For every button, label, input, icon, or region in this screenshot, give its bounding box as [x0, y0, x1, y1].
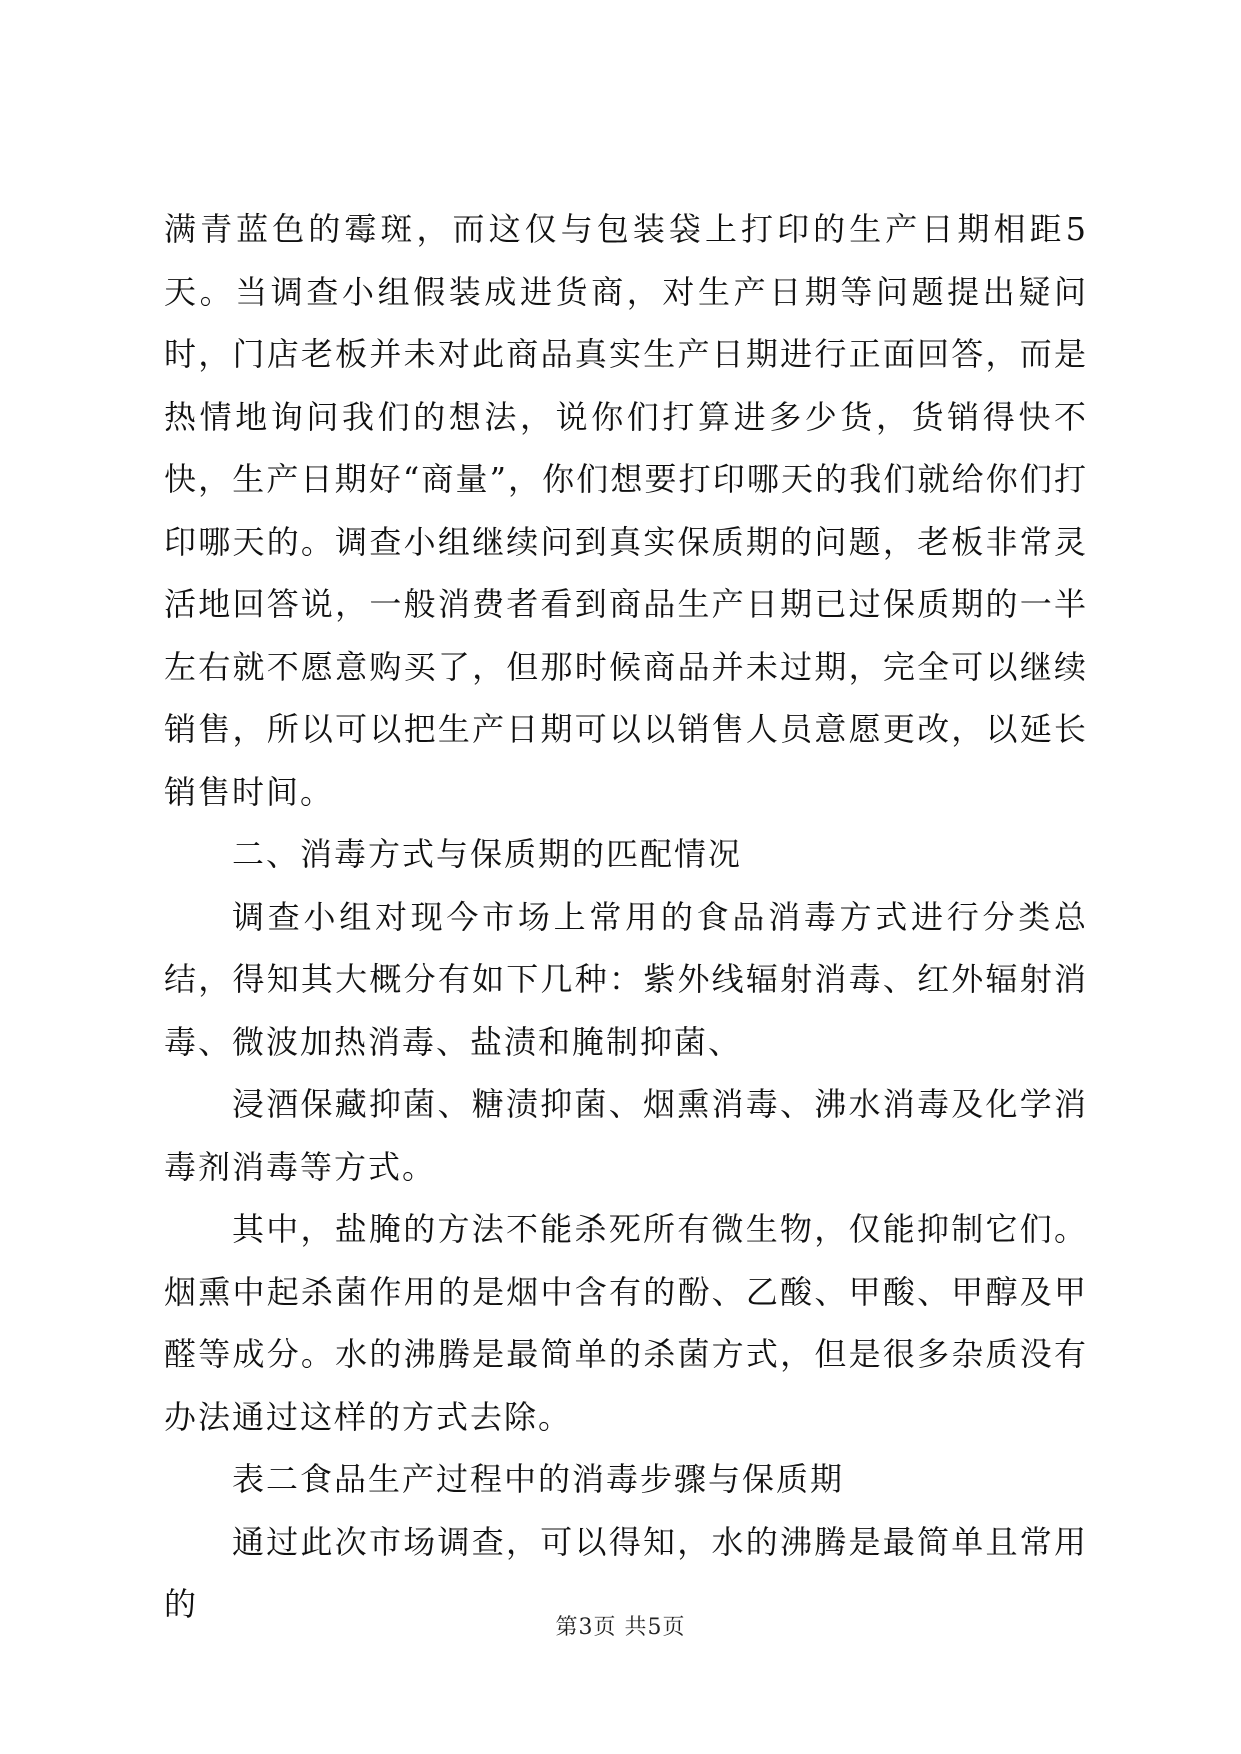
document-body [164, 198, 1088, 1636]
paragraph: 调查小组对现今市场上常用的食品消毒方式进行分类总结，得知其大概分有如下几种：紫外线辐射消毒、红外辐射消毒、微波加热消毒、盐渍和腌制抑菌、 [164, 897, 1088, 1061]
page-number-footer: 第3页 共5页 [555, 1615, 686, 1640]
table-caption: 表二食品生产过程中的消毒步骤与保质期 [232, 1460, 845, 1498]
paragraph: 其中，盐腌的方法不能杀死所有微生物，仅能抑制它们。烟熏中起杀菌作用的是烟中含有的酚、乙酸、甲酸、甲醇及甲醛等成分。水的沸腾是最简单的杀菌方式，但是很多杂质没有办法通过这样的方式去除。 [164, 1210, 1088, 1436]
section-heading: 二、消毒方式与保质期的匹配情况 [232, 835, 743, 873]
paragraph: 通过此次市场调查，可以得知，水的沸腾是最简单且常用的 [164, 1522, 1088, 1623]
paragraph-continued: 满青蓝色的霉斑，而这仅与包装袋上打印的生产日期相距5天。当调查小组假装成进货商，对生产日期等问题提出疑问时，门店老板并未对此商品真实生产日期进行正面回答，而是热情地询问我们的想法，说你们打算进多少货，货销得快不快，生产日期好“商量”，你们想要打印哪天的我们就给你们打印哪天的。调查小组继续问到真实保质期的问题，老板非常灵活地回答说，一般消费者看到商品生产日期已过保质期的一半左右就不愿意购买了，但那时候商品并未过期，完全可以继续销售，所以可以把生产日期可以以销售人员意愿更改，以延长销售时间。 [164, 210, 1088, 811]
paragraph: 浸酒保藏抑菌、糖渍抑菌、烟熏消毒、沸水消毒及化学消毒剂消毒等方式。 [164, 1085, 1088, 1186]
